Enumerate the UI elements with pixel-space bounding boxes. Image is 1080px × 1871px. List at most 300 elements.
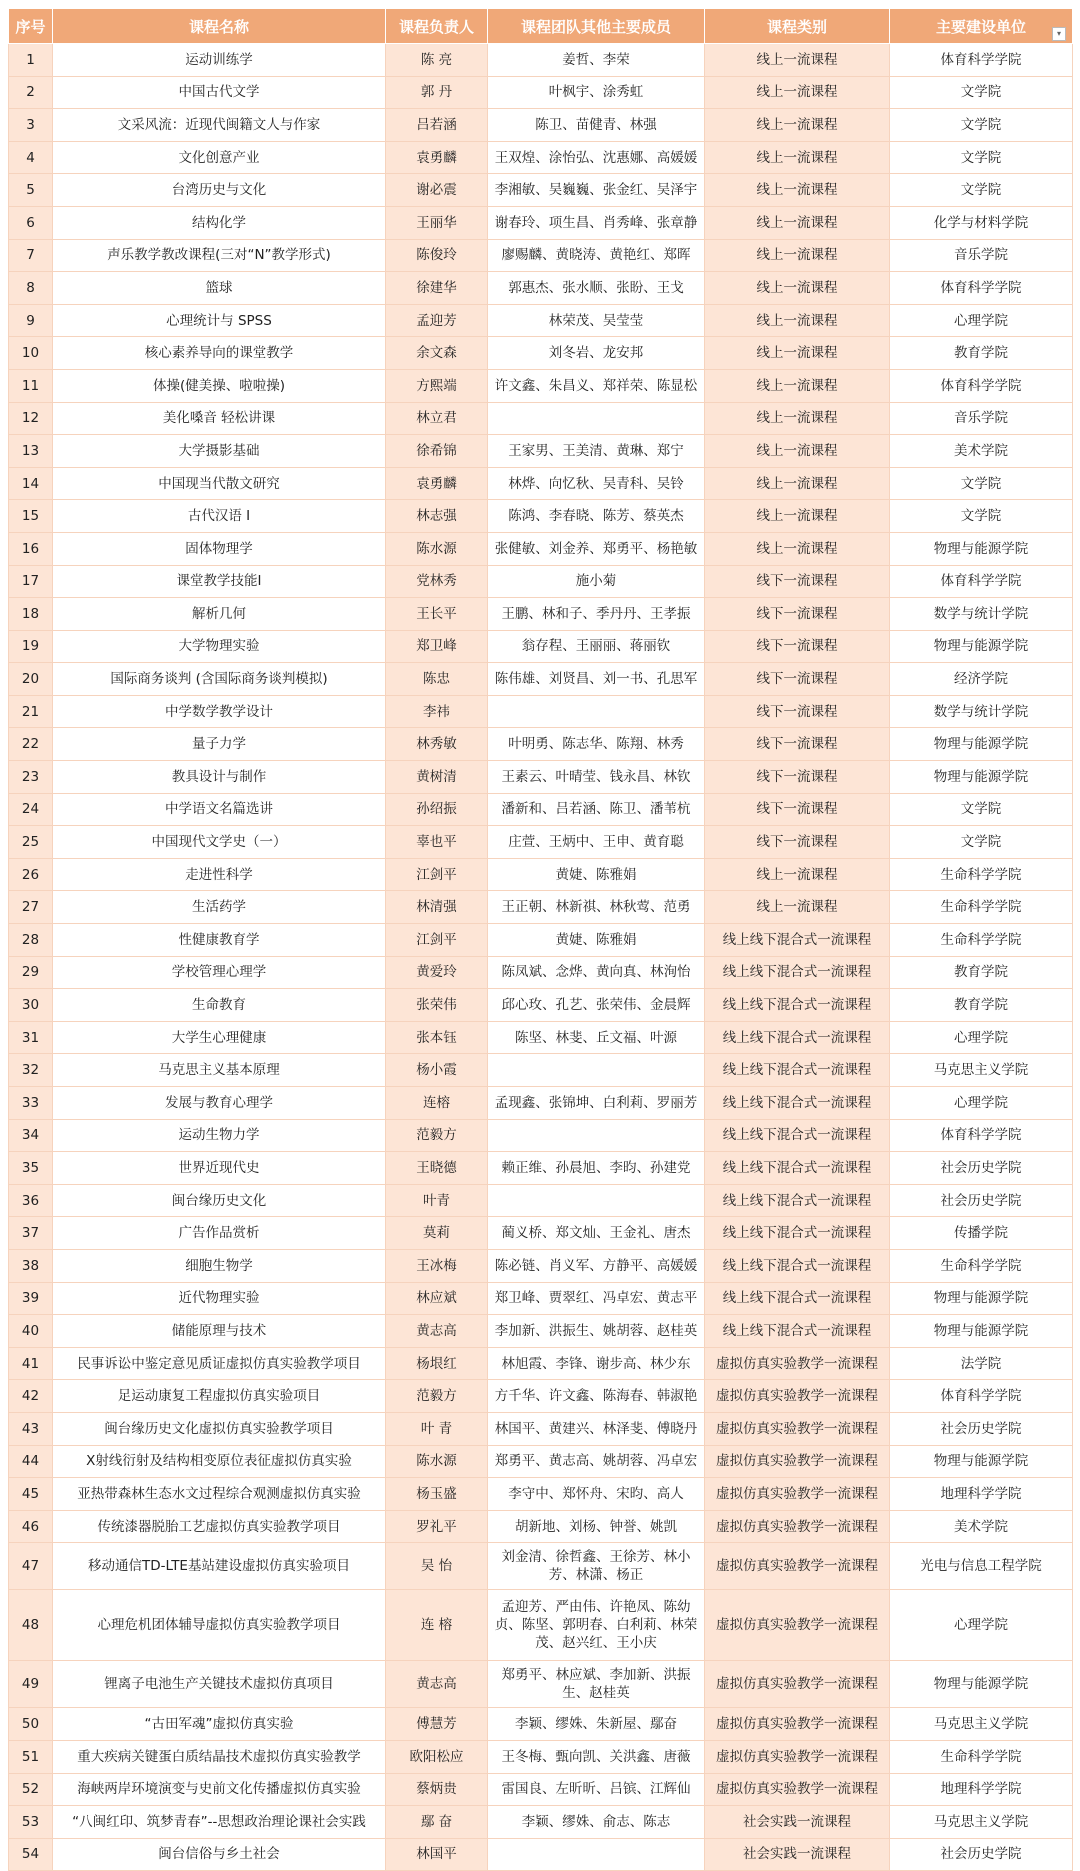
cell-department[interactable]: 音乐学院	[890, 239, 1073, 272]
cell-department[interactable]: 物理与能源学院	[890, 532, 1073, 565]
cell-members[interactable]	[488, 1184, 705, 1217]
cell-department[interactable]: 文学院	[890, 141, 1073, 174]
cell-category[interactable]: 线下一流课程	[705, 663, 890, 696]
cell-department[interactable]: 社会历史学院	[890, 1412, 1073, 1445]
cell-members[interactable]: 陈卫、苗健青、林强	[488, 109, 705, 142]
cell-course-name[interactable]: 足运动康复工程虚拟仿真实验项目	[53, 1380, 386, 1413]
cell-department[interactable]: 物理与能源学院	[890, 728, 1073, 761]
cell-index[interactable]: 5	[9, 174, 53, 207]
cell-leader[interactable]: 林秀敏	[386, 728, 488, 761]
cell-course-name[interactable]: 篮球	[53, 272, 386, 305]
cell-members[interactable]: 庄萱、王炳中、王申、黄育聪	[488, 826, 705, 859]
cell-index[interactable]: 32	[9, 1054, 53, 1087]
cell-course-name[interactable]: 世界近现代史	[53, 1152, 386, 1185]
cell-category[interactable]: 虚拟仿真实验教学一流课程	[705, 1412, 890, 1445]
cell-leader[interactable]: 叶青	[386, 1184, 488, 1217]
cell-department[interactable]: 生命科学学院	[890, 924, 1073, 957]
cell-leader[interactable]: 辜也平	[386, 826, 488, 859]
cell-index[interactable]: 10	[9, 337, 53, 370]
cell-index[interactable]: 50	[9, 1708, 53, 1741]
cell-leader[interactable]: 欧阳松应	[386, 1740, 488, 1773]
cell-category[interactable]: 虚拟仿真实验教学一流课程	[705, 1347, 890, 1380]
cell-category[interactable]: 线下一流课程	[705, 761, 890, 794]
cell-department[interactable]: 物理与能源学院	[890, 761, 1073, 794]
cell-index[interactable]: 20	[9, 663, 53, 696]
cell-course-name[interactable]: 美化嗓音 轻松讲课	[53, 402, 386, 435]
cell-category[interactable]: 线上一流课程	[705, 467, 890, 500]
cell-leader[interactable]: 罗礼平	[386, 1510, 488, 1543]
cell-index[interactable]: 42	[9, 1380, 53, 1413]
cell-index[interactable]: 37	[9, 1217, 53, 1250]
cell-category[interactable]: 线上一流课程	[705, 532, 890, 565]
cell-department[interactable]: 马克思主义学院	[890, 1708, 1073, 1741]
cell-course-name[interactable]: 中学数学教学设计	[53, 695, 386, 728]
cell-department[interactable]: 教育学院	[890, 956, 1073, 989]
cell-index[interactable]: 11	[9, 369, 53, 402]
cell-category[interactable]: 线上线下混合式一流课程	[705, 1119, 890, 1152]
cell-members[interactable]: 郑勇平、林应斌、李加新、洪振生、赵桂英	[488, 1661, 705, 1708]
cell-index[interactable]: 23	[9, 761, 53, 794]
cell-leader[interactable]: 陈水源	[386, 532, 488, 565]
cell-course-name[interactable]: 广告作品赏析	[53, 1217, 386, 1250]
cell-category[interactable]: 线上一流课程	[705, 435, 890, 468]
cell-department[interactable]: 教育学院	[890, 989, 1073, 1022]
cell-department[interactable]: 经济学院	[890, 663, 1073, 696]
cell-index[interactable]: 29	[9, 956, 53, 989]
cell-department[interactable]: 数学与统计学院	[890, 695, 1073, 728]
cell-index[interactable]: 35	[9, 1152, 53, 1185]
cell-category[interactable]: 社会实践一流课程	[705, 1806, 890, 1839]
cell-leader[interactable]: 谢必震	[386, 174, 488, 207]
cell-course-name[interactable]: 中国现代文学史（一）	[53, 826, 386, 859]
cell-members[interactable]: 陈凤斌、念烨、黄向真、林洵怡	[488, 956, 705, 989]
cell-category[interactable]: 线上一流课程	[705, 858, 890, 891]
cell-department[interactable]: 物理与能源学院	[890, 1282, 1073, 1315]
cell-leader[interactable]: 杨小霞	[386, 1054, 488, 1087]
cell-department[interactable]: 光电与信息工程学院	[890, 1543, 1073, 1590]
cell-course-name[interactable]: 心理危机团体辅导虚拟仿真实验教学项目	[53, 1590, 386, 1661]
cell-leader[interactable]: 吕若涵	[386, 109, 488, 142]
cell-members[interactable]: 李加新、洪振生、姚胡蓉、赵桂英	[488, 1315, 705, 1348]
cell-category[interactable]: 虚拟仿真实验教学一流课程	[705, 1380, 890, 1413]
cell-members[interactable]: 王鹏、林和子、季丹丹、王孝振	[488, 598, 705, 631]
cell-members[interactable]: 方千华、许文鑫、陈海春、韩淑艳	[488, 1380, 705, 1413]
cell-members[interactable]: 叶枫宇、涂秀虹	[488, 76, 705, 109]
cell-course-name[interactable]: 学校管理心理学	[53, 956, 386, 989]
cell-course-name[interactable]: 性健康教育学	[53, 924, 386, 957]
cell-course-name[interactable]: 闽台信俗与乡土社会	[53, 1838, 386, 1871]
cell-index[interactable]: 25	[9, 826, 53, 859]
cell-leader[interactable]: 林清强	[386, 891, 488, 924]
cell-course-name[interactable]: 核心素养导向的课堂教学	[53, 337, 386, 370]
cell-course-name[interactable]: 马克思主义基本原理	[53, 1054, 386, 1087]
cell-course-name[interactable]: 锂离子电池生产关键技术虚拟仿真项目	[53, 1661, 386, 1708]
cell-leader[interactable]: 王晓德	[386, 1152, 488, 1185]
cell-course-name[interactable]: 运动生物力学	[53, 1119, 386, 1152]
cell-course-name[interactable]: 量子力学	[53, 728, 386, 761]
cell-course-name[interactable]: 中国现当代散文研究	[53, 467, 386, 500]
cell-members[interactable]: 陈鸿、李春晓、陈芳、蔡英杰	[488, 500, 705, 533]
cell-members[interactable]: 王正朝、林新祺、林秋莺、范勇	[488, 891, 705, 924]
cell-department[interactable]: 文学院	[890, 76, 1073, 109]
cell-leader[interactable]: 余文森	[386, 337, 488, 370]
cell-leader[interactable]: 袁勇麟	[386, 467, 488, 500]
cell-course-name[interactable]: 古代汉语 I	[53, 500, 386, 533]
cell-leader[interactable]: 陈俊玲	[386, 239, 488, 272]
cell-leader[interactable]: 孙绍振	[386, 793, 488, 826]
cell-leader[interactable]: 陈水源	[386, 1445, 488, 1478]
cell-department[interactable]: 物理与能源学院	[890, 630, 1073, 663]
cell-department[interactable]: 法学院	[890, 1347, 1073, 1380]
cell-course-name[interactable]: 中国古代文学	[53, 76, 386, 109]
cell-category[interactable]: 线下一流课程	[705, 598, 890, 631]
cell-leader[interactable]: 郑卫峰	[386, 630, 488, 663]
cell-index[interactable]: 19	[9, 630, 53, 663]
cell-index[interactable]: 21	[9, 695, 53, 728]
cell-leader[interactable]: 林国平	[386, 1838, 488, 1871]
cell-department[interactable]: 教育学院	[890, 337, 1073, 370]
cell-course-name[interactable]: 传统漆器脱胎工艺虚拟仿真实验教学项目	[53, 1510, 386, 1543]
cell-members[interactable]: 蔺义桥、郑文灿、王金礼、唐杰	[488, 1217, 705, 1250]
cell-category[interactable]: 线上一流课程	[705, 272, 890, 305]
cell-members[interactable]: 胡新地、刘杨、钟誉、姚凯	[488, 1510, 705, 1543]
cell-department[interactable]: 社会历史学院	[890, 1184, 1073, 1217]
cell-members[interactable]: 陈伟雄、刘贤昌、刘一书、孔思军	[488, 663, 705, 696]
cell-index[interactable]: 30	[9, 989, 53, 1022]
cell-index[interactable]: 40	[9, 1315, 53, 1348]
cell-category[interactable]: 线上一流课程	[705, 109, 890, 142]
cell-category[interactable]: 线上一流课程	[705, 174, 890, 207]
cell-department[interactable]: 心理学院	[890, 1021, 1073, 1054]
cell-leader[interactable]: 王冰梅	[386, 1249, 488, 1282]
cell-index[interactable]: 8	[9, 272, 53, 305]
cell-course-name[interactable]: 民事诉讼中鉴定意见质证虚拟仿真实验教学项目	[53, 1347, 386, 1380]
cell-index[interactable]: 9	[9, 304, 53, 337]
cell-index[interactable]: 22	[9, 728, 53, 761]
cell-index[interactable]: 39	[9, 1282, 53, 1315]
cell-category[interactable]: 线下一流课程	[705, 565, 890, 598]
cell-leader[interactable]: 黄爱玲	[386, 956, 488, 989]
cell-course-name[interactable]: 中学语文名篇选讲	[53, 793, 386, 826]
cell-leader[interactable]: 范毅方	[386, 1119, 488, 1152]
cell-index[interactable]: 6	[9, 206, 53, 239]
cell-leader[interactable]: 黄树清	[386, 761, 488, 794]
cell-department[interactable]: 马克思主义学院	[890, 1806, 1073, 1839]
cell-leader[interactable]: 郭 丹	[386, 76, 488, 109]
cell-category[interactable]: 线下一流课程	[705, 826, 890, 859]
cell-leader[interactable]: 傅慧芳	[386, 1708, 488, 1741]
cell-leader[interactable]: 陈忠	[386, 663, 488, 696]
cell-index[interactable]: 17	[9, 565, 53, 598]
cell-department[interactable]: 心理学院	[890, 1590, 1073, 1661]
cell-course-name[interactable]: “八闽红印、筑梦青春”--思想政治理论课社会实践	[53, 1806, 386, 1839]
cell-category[interactable]: 线下一流课程	[705, 630, 890, 663]
cell-index[interactable]: 24	[9, 793, 53, 826]
cell-department[interactable]: 物理与能源学院	[890, 1661, 1073, 1708]
cell-leader[interactable]: 杨垠红	[386, 1347, 488, 1380]
cell-members[interactable]: 王冬梅、甄向凯、关洪鑫、唐薇	[488, 1740, 705, 1773]
cell-category[interactable]: 线上线下混合式一流课程	[705, 924, 890, 957]
cell-index[interactable]: 26	[9, 858, 53, 891]
cell-course-name[interactable]: 运动训练学	[53, 44, 386, 77]
cell-category[interactable]: 线上线下混合式一流课程	[705, 1054, 890, 1087]
cell-leader[interactable]: 方熙端	[386, 369, 488, 402]
cell-index[interactable]: 31	[9, 1021, 53, 1054]
cell-category[interactable]: 线上线下混合式一流课程	[705, 1249, 890, 1282]
cell-course-name[interactable]: “古田军魂”虚拟仿真实验	[53, 1708, 386, 1741]
cell-leader[interactable]: 江剑平	[386, 858, 488, 891]
cell-members[interactable]: 李守中、郑怀舟、宋昀、高人	[488, 1478, 705, 1511]
cell-members[interactable]: 郑卫峰、贾翠红、冯卓宏、黄志平	[488, 1282, 705, 1315]
cell-course-name[interactable]: 发展与教育心理学	[53, 1087, 386, 1120]
cell-department[interactable]: 文学院	[890, 109, 1073, 142]
cell-department[interactable]: 社会历史学院	[890, 1152, 1073, 1185]
cell-category[interactable]: 线上线下混合式一流课程	[705, 1021, 890, 1054]
cell-members[interactable]: 陈必链、肖义军、方静平、高媛媛	[488, 1249, 705, 1282]
cell-index[interactable]: 43	[9, 1412, 53, 1445]
cell-category[interactable]: 线上线下混合式一流课程	[705, 989, 890, 1022]
cell-category[interactable]: 线上线下混合式一流课程	[705, 1087, 890, 1120]
cell-index[interactable]: 16	[9, 532, 53, 565]
cell-index[interactable]: 13	[9, 435, 53, 468]
cell-index[interactable]: 36	[9, 1184, 53, 1217]
cell-department[interactable]: 体育科学学院	[890, 1380, 1073, 1413]
dropdown-arrow-icon[interactable]: ▾	[1052, 27, 1066, 41]
cell-department[interactable]: 生命科学学院	[890, 1249, 1073, 1282]
cell-course-name[interactable]: 大学摄影基础	[53, 435, 386, 468]
cell-leader[interactable]: 林志强	[386, 500, 488, 533]
cell-department[interactable]: 心理学院	[890, 304, 1073, 337]
cell-index[interactable]: 2	[9, 76, 53, 109]
cell-members[interactable]: 林国平、黄建兴、林泽斐、傅晓丹	[488, 1412, 705, 1445]
cell-department[interactable]: 体育科学学院	[890, 565, 1073, 598]
cell-department[interactable]: 音乐学院	[890, 402, 1073, 435]
cell-leader[interactable]: 莫莉	[386, 1217, 488, 1250]
cell-category[interactable]: 线上线下混合式一流课程	[705, 956, 890, 989]
cell-index[interactable]: 48	[9, 1590, 53, 1661]
cell-course-name[interactable]: 声乐教学教改课程(三对“N”教学形式)	[53, 239, 386, 272]
cell-index[interactable]: 1	[9, 44, 53, 77]
cell-members[interactable]: 叶明勇、陈志华、陈翔、林秀	[488, 728, 705, 761]
cell-category[interactable]: 线上一流课程	[705, 304, 890, 337]
cell-leader[interactable]: 王长平	[386, 598, 488, 631]
cell-leader[interactable]: 黄志高	[386, 1661, 488, 1708]
cell-course-name[interactable]: 储能原理与技术	[53, 1315, 386, 1348]
cell-department[interactable]: 生命科学学院	[890, 891, 1073, 924]
cell-members[interactable]: 李颖、缪姝、俞志、陈志	[488, 1806, 705, 1839]
cell-index[interactable]: 34	[9, 1119, 53, 1152]
cell-index[interactable]: 28	[9, 924, 53, 957]
cell-department[interactable]: 文学院	[890, 793, 1073, 826]
cell-category[interactable]: 虚拟仿真实验教学一流课程	[705, 1478, 890, 1511]
cell-course-name[interactable]: 课堂教学技能I	[53, 565, 386, 598]
cell-course-name[interactable]: 文采风流：近现代闽籍文人与作家	[53, 109, 386, 142]
cell-members[interactable]: 林旭霞、李锋、谢步高、林少东	[488, 1347, 705, 1380]
cell-members[interactable]: 李湘敏、吴巍巍、张金红、吴泽宇	[488, 174, 705, 207]
cell-leader[interactable]: 林应斌	[386, 1282, 488, 1315]
cell-course-name[interactable]: 固体物理学	[53, 532, 386, 565]
cell-members[interactable]	[488, 402, 705, 435]
cell-members[interactable]: 张健敏、刘金养、郑勇平、杨艳敏	[488, 532, 705, 565]
cell-members[interactable]: 赖正维、孙晨旭、李昀、孙建党	[488, 1152, 705, 1185]
cell-members[interactable]: 刘冬岩、龙安邦	[488, 337, 705, 370]
cell-category[interactable]: 线上一流课程	[705, 44, 890, 77]
cell-course-name[interactable]: 结构化学	[53, 206, 386, 239]
cell-members[interactable]: 邱心玫、孔艺、张荣伟、金晨辉	[488, 989, 705, 1022]
cell-department[interactable]: 社会历史学院	[890, 1838, 1073, 1871]
cell-index[interactable]: 44	[9, 1445, 53, 1478]
cell-leader[interactable]: 蔡炳贵	[386, 1773, 488, 1806]
cell-course-name[interactable]: 解析几何	[53, 598, 386, 631]
cell-course-name[interactable]: 重大疾病关键蛋白质结晶技术虚拟仿真实验教学	[53, 1740, 386, 1773]
cell-leader[interactable]: 鄢 奋	[386, 1806, 488, 1839]
cell-index[interactable]: 53	[9, 1806, 53, 1839]
cell-department[interactable]: 数学与统计学院	[890, 598, 1073, 631]
cell-department[interactable]: 物理与能源学院	[890, 1445, 1073, 1478]
cell-index[interactable]: 47	[9, 1543, 53, 1590]
cell-department[interactable]: 心理学院	[890, 1087, 1073, 1120]
cell-members[interactable]: 王素云、叶晴莹、钱永昌、林钦	[488, 761, 705, 794]
cell-department[interactable]: 物理与能源学院	[890, 1315, 1073, 1348]
cell-category[interactable]: 虚拟仿真实验教学一流课程	[705, 1740, 890, 1773]
cell-category[interactable]: 虚拟仿真实验教学一流课程	[705, 1445, 890, 1478]
cell-course-name[interactable]: 走进性科学	[53, 858, 386, 891]
cell-members[interactable]: 郭惠杰、张水顺、张盼、王戈	[488, 272, 705, 305]
cell-category[interactable]: 虚拟仿真实验教学一流课程	[705, 1773, 890, 1806]
cell-course-name[interactable]: 心理统计与 SPSS	[53, 304, 386, 337]
cell-department[interactable]: 文学院	[890, 826, 1073, 859]
cell-index[interactable]: 41	[9, 1347, 53, 1380]
cell-members[interactable]: 黄婕、陈雅娟	[488, 924, 705, 957]
cell-category[interactable]: 线上一流课程	[705, 76, 890, 109]
cell-category[interactable]: 虚拟仿真实验教学一流课程	[705, 1661, 890, 1708]
cell-leader[interactable]: 范毅方	[386, 1380, 488, 1413]
cell-department[interactable]: 体育科学学院	[890, 369, 1073, 402]
cell-department[interactable]: 文学院	[890, 174, 1073, 207]
cell-category[interactable]: 线上一流课程	[705, 369, 890, 402]
cell-course-name[interactable]: 台湾历史与文化	[53, 174, 386, 207]
cell-category[interactable]: 虚拟仿真实验教学一流课程	[705, 1543, 890, 1590]
cell-course-name[interactable]: X射线衍射及结构相变原位表征虚拟仿真实验	[53, 1445, 386, 1478]
cell-members[interactable]: 李颖、缪姝、朱新屋、鄢奋	[488, 1708, 705, 1741]
cell-members[interactable]: 林荣茂、吴莹莹	[488, 304, 705, 337]
cell-leader[interactable]: 林立君	[386, 402, 488, 435]
cell-index[interactable]: 15	[9, 500, 53, 533]
cell-members[interactable]	[488, 1054, 705, 1087]
cell-department[interactable]: 体育科学学院	[890, 272, 1073, 305]
cell-members[interactable]: 林烨、向忆秋、吴青科、吴铃	[488, 467, 705, 500]
cell-index[interactable]: 54	[9, 1838, 53, 1871]
cell-index[interactable]: 49	[9, 1661, 53, 1708]
cell-category[interactable]: 虚拟仿真实验教学一流课程	[705, 1510, 890, 1543]
cell-course-name[interactable]: 大学生心理健康	[53, 1021, 386, 1054]
cell-department[interactable]: 生命科学学院	[890, 858, 1073, 891]
cell-course-name[interactable]: 国际商务谈判 (含国际商务谈判模拟)	[53, 663, 386, 696]
cell-index[interactable]: 27	[9, 891, 53, 924]
cell-members[interactable]: 姜哲、李荣	[488, 44, 705, 77]
cell-course-name[interactable]: 生活药学	[53, 891, 386, 924]
cell-index[interactable]: 7	[9, 239, 53, 272]
cell-members[interactable]: 陈坚、林斐、丘文福、叶源	[488, 1021, 705, 1054]
cell-category[interactable]: 线上线下混合式一流课程	[705, 1152, 890, 1185]
cell-category[interactable]: 虚拟仿真实验教学一流课程	[705, 1590, 890, 1661]
cell-index[interactable]: 45	[9, 1478, 53, 1511]
cell-leader[interactable]: 党林秀	[386, 565, 488, 598]
cell-category[interactable]: 线上线下混合式一流课程	[705, 1282, 890, 1315]
cell-category[interactable]: 线上一流课程	[705, 891, 890, 924]
cell-members[interactable]: 王双煌、涂怡弘、沈惠娜、高媛媛	[488, 141, 705, 174]
cell-members[interactable]: 廖赐麟、黄晓涛、黄艳红、郑晖	[488, 239, 705, 272]
cell-members[interactable]: 潘新和、吕若涵、陈卫、潘苇杭	[488, 793, 705, 826]
cell-members[interactable]	[488, 1119, 705, 1152]
cell-department[interactable]: 地理科学学院	[890, 1773, 1073, 1806]
cell-course-name[interactable]: 生命教育	[53, 989, 386, 1022]
cell-index[interactable]: 52	[9, 1773, 53, 1806]
cell-course-name[interactable]: 文化创意产业	[53, 141, 386, 174]
cell-category[interactable]: 线上线下混合式一流课程	[705, 1184, 890, 1217]
cell-members[interactable]: 谢春玲、项生昌、肖秀峰、张章静	[488, 206, 705, 239]
cell-department[interactable]: 美术学院	[890, 1510, 1073, 1543]
cell-leader[interactable]: 张本钰	[386, 1021, 488, 1054]
cell-course-name[interactable]: 海峡两岸环境演变与史前文化传播虚拟仿真实验	[53, 1773, 386, 1806]
cell-department[interactable]: 体育科学学院	[890, 44, 1073, 77]
cell-leader[interactable]: 杨玉盛	[386, 1478, 488, 1511]
cell-index[interactable]: 4	[9, 141, 53, 174]
cell-members[interactable]: 王家男、王美清、黄琳、郑宁	[488, 435, 705, 468]
cell-department[interactable]: 马克思主义学院	[890, 1054, 1073, 1087]
cell-course-name[interactable]: 近代物理实验	[53, 1282, 386, 1315]
cell-leader[interactable]: 江剑平	[386, 924, 488, 957]
cell-leader[interactable]: 黄志高	[386, 1315, 488, 1348]
cell-members[interactable]: 郑勇平、黄志高、姚胡蓉、冯卓宏	[488, 1445, 705, 1478]
cell-members[interactable]: 孟迎芳、严由伟、许艳凤、陈幼贞、陈坚、郭明春、白利莉、林荣茂、赵兴红、王小庆	[488, 1590, 705, 1661]
cell-course-name[interactable]: 教具设计与制作	[53, 761, 386, 794]
cell-members[interactable]: 黄婕、陈雅娟	[488, 858, 705, 891]
cell-members[interactable]: 孟现鑫、张锦坤、白利莉、罗丽芳	[488, 1087, 705, 1120]
cell-leader[interactable]: 孟迎芳	[386, 304, 488, 337]
cell-department[interactable]: 文学院	[890, 500, 1073, 533]
cell-members[interactable]: 翁存程、王丽丽、蒋丽钦	[488, 630, 705, 663]
cell-index[interactable]: 14	[9, 467, 53, 500]
cell-category[interactable]: 线下一流课程	[705, 728, 890, 761]
cell-leader[interactable]: 张荣伟	[386, 989, 488, 1022]
cell-index[interactable]: 38	[9, 1249, 53, 1282]
cell-department[interactable]: 文学院	[890, 467, 1073, 500]
cell-members[interactable]: 许文鑫、朱昌义、郑祥荣、陈显松	[488, 369, 705, 402]
cell-course-name[interactable]: 体操(健美操、啦啦操)	[53, 369, 386, 402]
cell-department[interactable]: 体育科学学院	[890, 1119, 1073, 1152]
cell-department[interactable]: 地理科学学院	[890, 1478, 1073, 1511]
cell-members[interactable]: 雷国良、左昕昕、吕镔、江辉仙	[488, 1773, 705, 1806]
cell-department[interactable]: 美术学院	[890, 435, 1073, 468]
cell-category[interactable]: 线上一流课程	[705, 239, 890, 272]
cell-course-name[interactable]: 亚热带森林生态水文过程综合观测虚拟仿真实验	[53, 1478, 386, 1511]
cell-leader[interactable]: 袁勇麟	[386, 141, 488, 174]
cell-category[interactable]: 线上一流课程	[705, 500, 890, 533]
cell-members[interactable]: 刘金清、徐哲鑫、王徐芳、林小芳、林潇、杨正	[488, 1543, 705, 1590]
cell-category[interactable]: 社会实践一流课程	[705, 1838, 890, 1871]
cell-department[interactable]: 化学与材料学院	[890, 206, 1073, 239]
cell-course-name[interactable]: 闽台缘历史文化虚拟仿真实验教学项目	[53, 1412, 386, 1445]
cell-members[interactable]	[488, 695, 705, 728]
cell-index[interactable]: 46	[9, 1510, 53, 1543]
cell-leader[interactable]: 吴 怡	[386, 1543, 488, 1590]
cell-leader[interactable]: 徐建华	[386, 272, 488, 305]
cell-category[interactable]: 线上一流课程	[705, 402, 890, 435]
cell-leader[interactable]: 叶 青	[386, 1412, 488, 1445]
cell-course-name[interactable]: 细胞生物学	[53, 1249, 386, 1282]
cell-index[interactable]: 3	[9, 109, 53, 142]
